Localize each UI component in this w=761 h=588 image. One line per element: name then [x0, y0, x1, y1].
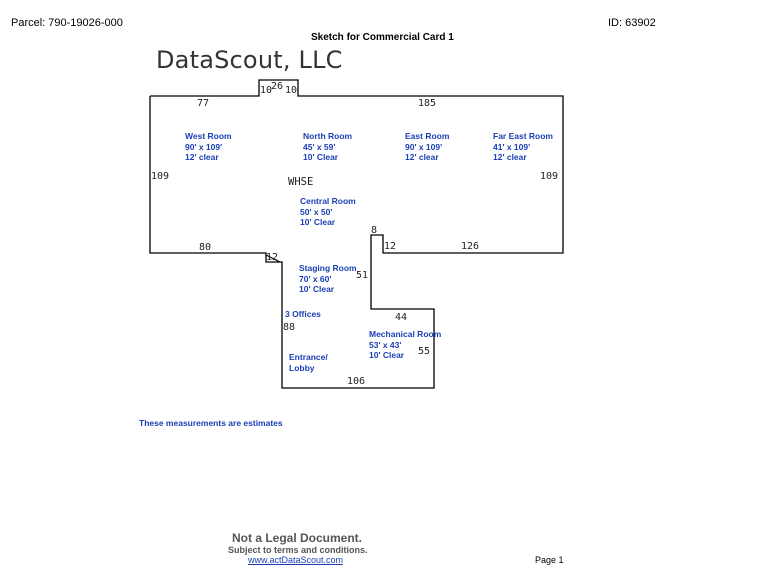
room-mechanical	[369, 329, 441, 361]
room-west-size: 90' x 109'	[185, 141, 223, 152]
dim-inner-step: 8	[371, 225, 378, 236]
dim-notch-right: 10	[285, 85, 298, 96]
page-title: Sketch for Commercial Card 1	[311, 32, 454, 43]
room-entrance-line2: Lobby	[289, 362, 315, 373]
dim-right-side: 109	[540, 171, 559, 182]
room-entrance	[289, 352, 328, 373]
room-staging	[299, 263, 357, 295]
room-west-clear: 12' clear	[185, 152, 219, 162]
dim-step-right: 12	[384, 241, 397, 252]
building-label: WHSE	[288, 176, 314, 188]
room-mechanical-size: 53' x 43'	[369, 339, 402, 350]
room-far-east	[493, 131, 553, 163]
room-west	[185, 131, 232, 163]
dim-bottom-right: 126	[461, 241, 480, 252]
room-north-size: 45' x 59'	[303, 141, 336, 152]
room-offices	[285, 309, 321, 320]
dim-bottom-left: 80	[199, 242, 212, 253]
estimate-note: These measurements are estimates	[139, 418, 283, 428]
room-far-east-size: 41' x 109'	[493, 141, 531, 152]
terms-notice: Subject to terms and conditions.	[228, 545, 368, 555]
dim-notch-top: 26	[271, 81, 284, 92]
room-staging-name: Staging Room	[299, 263, 357, 273]
room-north	[303, 131, 352, 163]
dim-top-left: 77	[197, 98, 210, 109]
room-mechanical-clear: 10' Clear	[369, 350, 405, 360]
room-offices-name: 3 Offices	[285, 309, 321, 319]
room-entrance-line1: Entrance/	[289, 352, 328, 362]
room-central	[300, 196, 356, 228]
room-central-clear: 10' Clear	[300, 217, 336, 227]
room-staging-size: 70' x 60'	[299, 273, 332, 284]
room-east	[405, 131, 449, 163]
room-central-size: 50' x 50'	[300, 206, 333, 217]
legal-disclaimer: Not a Legal Document.	[232, 531, 363, 545]
room-north-clear: 10' Clear	[303, 152, 339, 162]
room-east-name: East Room	[405, 131, 450, 141]
room-north-name: North Room	[303, 131, 353, 141]
dim-top-right: 185	[418, 98, 437, 109]
room-far-east-name: Far East Room	[493, 131, 553, 141]
room-central-name: Central Room	[300, 196, 356, 206]
record-id: ID: 63902	[608, 17, 656, 29]
parcel-number: Parcel: 790-19026-000	[11, 17, 123, 29]
dim-step-left: 12	[266, 252, 279, 263]
room-mechanical-name: Mechanical Room	[369, 329, 442, 339]
dim-mech-side: 55	[418, 346, 431, 357]
room-east-clear: 12' clear	[405, 152, 439, 162]
dim-mech-top: 44	[395, 312, 408, 323]
room-far-east-clear: 12' clear	[493, 152, 527, 162]
room-east-size: 90' x 109'	[405, 141, 443, 152]
room-staging-clear: 10' Clear	[299, 284, 335, 294]
building-outline	[150, 80, 563, 388]
dim-left-side: 109	[151, 171, 170, 182]
dim-office-side: 88	[283, 322, 296, 333]
page-number: Page 1	[535, 555, 564, 565]
dim-notch-left: 10	[260, 85, 273, 96]
datascout-logo: DataScout, LLC	[156, 46, 343, 74]
room-west-name: West Room	[185, 131, 232, 141]
website-link[interactable]: www.actDataScout.com	[248, 555, 344, 565]
dim-staging-side: 51	[356, 270, 369, 281]
dim-bottom: 106	[347, 376, 366, 387]
